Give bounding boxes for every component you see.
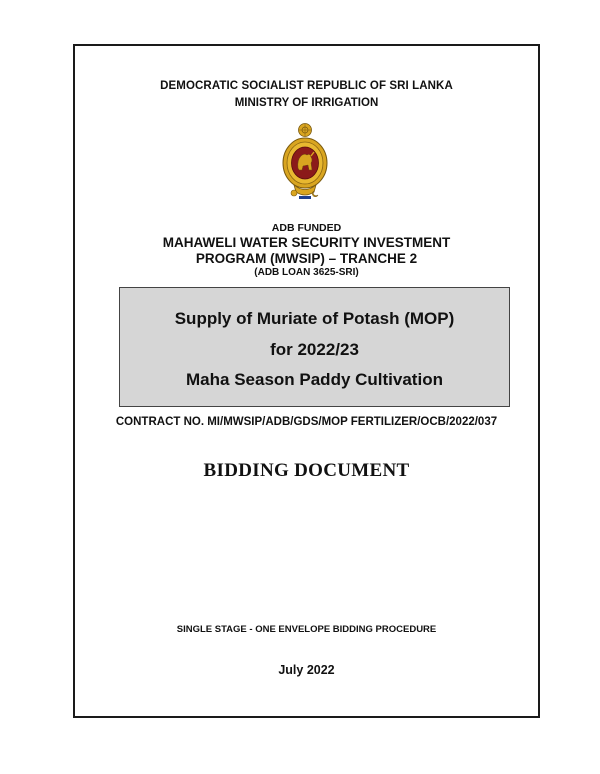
title-line3: Maha Season Paddy Cultivation [186, 370, 443, 389]
title-box [119, 287, 510, 407]
country-heading: DEMOCRATIC SOCIALIST REPUBLIC OF SRI LANKA [160, 80, 453, 92]
program-name-line2: PROGRAM (MWSIP) – TRANCHE 2 [195, 251, 418, 266]
national-emblem-icon [280, 122, 330, 202]
title-line1: Supply of Muriate of Potash (MOP) [174, 309, 455, 328]
funding-label: ADB FUNDED [271, 222, 342, 234]
bidding-procedure: SINGLE STAGE - ONE ENVELOPE BIDDING PROCEDURE [176, 624, 437, 635]
ministry-heading: MINISTRY OF IRRIGATION [234, 97, 379, 109]
title-line2: for 2022/23 [270, 340, 359, 359]
contract-number: CONTRACT NO. MI/MWSIP/ADB/GDS/MOP FERTILIZER/OCB/2022/037 [115, 416, 498, 428]
document-date: July 2022 [278, 663, 335, 677]
program-name-line1: MAHAWELI WATER SECURITY INVESTMENT [162, 235, 451, 250]
loan-number: (ADB LOAN 3625-SRI) [254, 267, 359, 278]
document-type-title: BIDDING DOCUMENT [203, 460, 410, 481]
